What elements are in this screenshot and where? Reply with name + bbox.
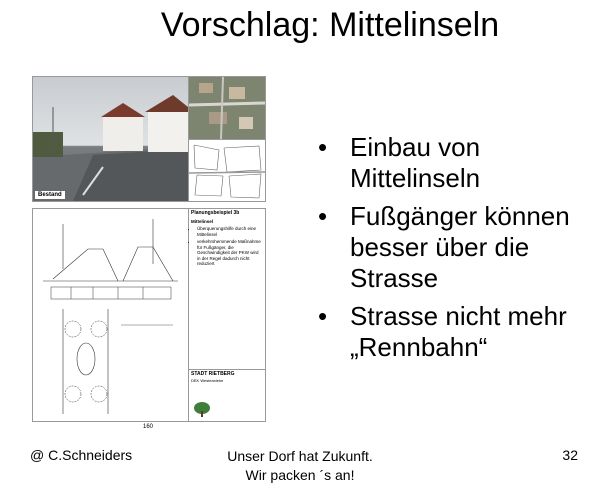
aerial-image [188,76,266,140]
bullet-icon: • [318,201,328,231]
aerial-drawing [189,77,265,139]
photo-label: Bestand [35,191,65,199]
bullet-text: Einbau von Mittelinseln [350,132,481,193]
footer-author: @ C.Schneiders [30,447,133,463]
slide-title-text: Vorschlag: Mittelinseln [160,6,500,44]
tree-logo-drawing [193,401,211,417]
plan-sketch-drawing [33,209,188,421]
bullet-icon: • [318,301,328,331]
street-photo-drawing [33,77,188,201]
bullet-item [318,301,588,363]
bullet-item [318,132,588,194]
cadastre-drawing [189,140,265,201]
footer-motto-line1: Unser Dorf hat Zukunft. [227,448,373,464]
plan-note: • verkehrshemmende Maßnahme für Fußgänger, die Geschwindigkeit der PKW wird in der Regel dadurch nicht reduziert [197,239,263,267]
plan-info-panel [188,208,266,422]
cadastre-map [188,139,266,202]
bullet-text: Strasse nicht mehr „Rennbahn“ [350,301,567,362]
figure-page-number: 160 [142,424,153,430]
slide-title [0,6,600,45]
plan-note: • Überquerungshilfe durch eine Mittelinsel [197,226,263,237]
bullet-text: Fußgänger können besser über die Strasse [350,201,570,293]
planning-figure [32,76,264,432]
footer-motto [180,447,420,485]
plan-subtitle: Mittelinsel [191,218,214,224]
tree-logo-icon [193,401,211,417]
footer-page-number: 32 [562,447,578,463]
city-subtitle: DEK Westerwiehe [191,377,224,383]
bullet-item [318,201,588,294]
plan-title: Planungsbeispiel 3b [191,210,240,216]
street-photo [32,76,189,202]
plan-sketch [32,208,189,422]
bullet-list [318,132,588,370]
city-block [189,369,265,385]
footer-motto-line2: Wir packen ´s an! [245,467,355,483]
city-name: STADT RIETBERG [191,371,235,377]
bullet-icon: • [318,132,328,162]
plan-notes [189,224,265,267]
